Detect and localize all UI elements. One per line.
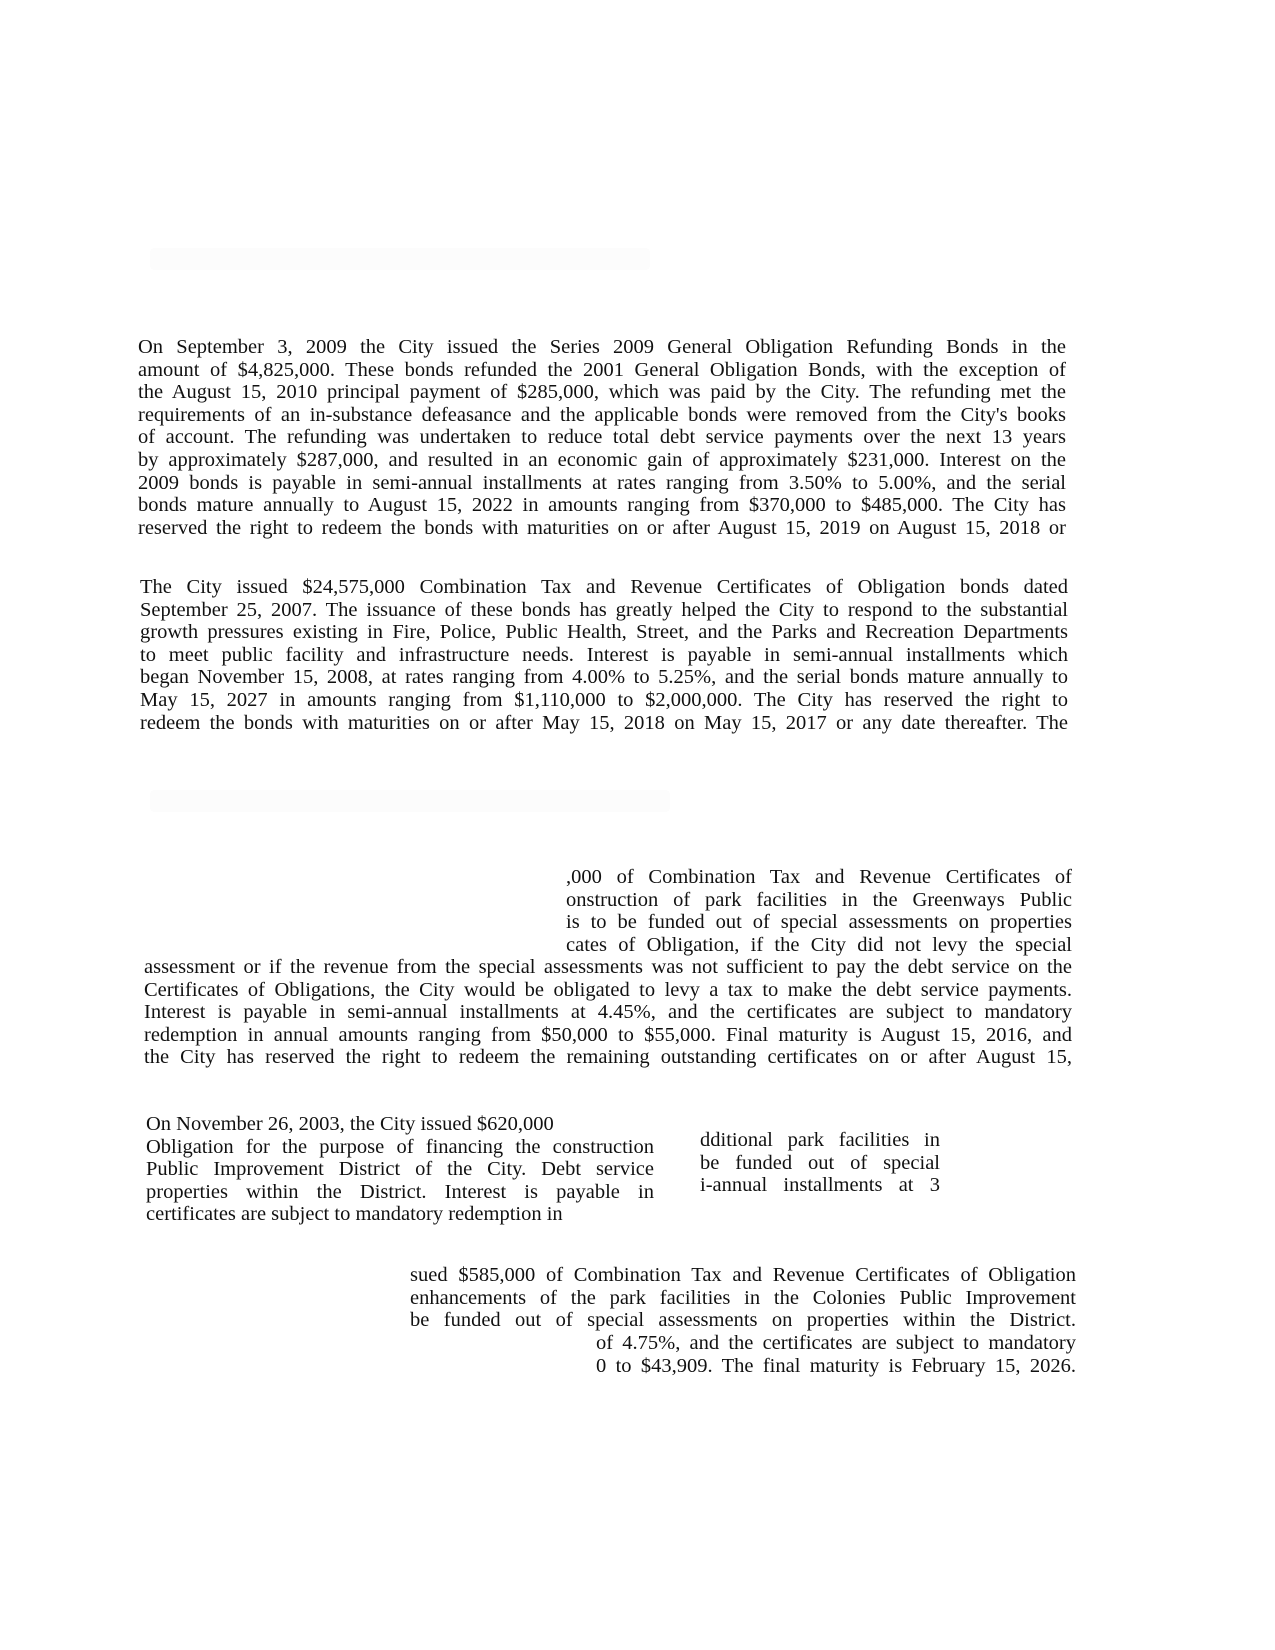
paragraph-colonies-partial bbox=[410, 1264, 1076, 1332]
text-line: reserved the right to redeem the bonds with maturities on or after August 15, 2019 on August 15, 2018 or bbox=[138, 516, 1066, 539]
text-line: by approximately $287,000, and resulted in an economic gain of approximately $231,000. Interest on the bbox=[138, 448, 1066, 471]
text-line: On November 26, 2003, the City issued $620,000 bbox=[146, 1113, 554, 1135]
scan-artifact bbox=[150, 248, 650, 270]
text-line: onstruction of park facilities in the Greenways Public bbox=[566, 888, 1072, 911]
text-line: to meet public facility and infrastructure needs. Interest is payable in semi-annual installments which bbox=[140, 643, 1068, 666]
paragraph-colonies-tail bbox=[596, 1332, 1076, 1377]
text-line: the August 15, 2010 principal payment of $285,000, which was paid by the City. The refunding met the bbox=[138, 381, 1066, 404]
text-line: Interest is payable in semi-annual installments at 4.45%, and the certificates are subject to mandatory bbox=[144, 1001, 1072, 1024]
text-line: redemption in annual amounts ranging from $50,000 to $55,000. Final maturity is August 15, 2016, and bbox=[144, 1023, 1072, 1046]
text-line: sued $585,000 of Combination Tax and Revenue Certificates of Obligation bbox=[410, 1264, 1076, 1286]
text-line: Certificates of Obligations, the City would be obligated to levy a tax to make the debt service payments. bbox=[144, 978, 1072, 1001]
text-line: of account. The refunding was undertaken to reduce total debt service payments over the next 13 years bbox=[138, 426, 1066, 449]
text-line: Public Improvement District of the City. Debt service bbox=[146, 1158, 654, 1181]
text-line: May 15, 2027 in amounts ranging from $1,110,000 to $2,000,000. The City has reserved the right to bbox=[140, 688, 1068, 711]
text-line: of 4.75%, and the certificates are subject to mandatory bbox=[596, 1332, 1076, 1354]
paragraph-greenways-partial bbox=[566, 866, 1072, 956]
text-line: bonds mature annually to August 15, 2022 in amounts ranging from $370,000 to $485,000. The City has bbox=[138, 494, 1066, 517]
text-line: cates of Obligation, if the City did not levy the special bbox=[566, 933, 1072, 956]
text-line: ,000 of Combination Tax and Revenue Certificates of bbox=[566, 866, 1072, 888]
text-line: i-annual installments at 3 bbox=[700, 1174, 940, 1197]
text-line: 0 to $43,909. The final maturity is February 15, 2026. bbox=[596, 1354, 1076, 1377]
text-line: dditional park facilities in bbox=[700, 1129, 940, 1151]
paragraph-2003-certificates-right bbox=[700, 1129, 940, 1197]
paragraph-2007-certificates bbox=[140, 576, 1068, 734]
text-line: Obligation for the purpose of financing the construction bbox=[146, 1135, 654, 1158]
text-line: 2009 bonds is payable in semi-annual installments at rates ranging from 3.50% to 5.00%, and the serial bbox=[138, 471, 1066, 494]
text-line: is to be funded out of special assessments on properties bbox=[566, 911, 1072, 934]
text-line: redeem the bonds with maturities on or after May 15, 2018 on May 15, 2017 or any date thereafter. The bbox=[140, 711, 1068, 734]
text-line: requirements of an in-substance defeasance and the applicable bonds were removed from the City's books bbox=[138, 403, 1066, 426]
paragraph-2009-refunding-bonds bbox=[138, 336, 1066, 539]
text-line: September 25, 2007. The issuance of these bonds has greatly helped the City to respond to the substantial bbox=[140, 598, 1068, 621]
text-line: began November 15, 2008, at rates ranging from 4.00% to 5.25%, and the serial bonds mature annually to bbox=[140, 666, 1068, 689]
text-line: certificates are subject to mandatory redemption in bbox=[146, 1203, 563, 1226]
text-line: properties within the District. Interest is payable in bbox=[146, 1180, 654, 1203]
scan-artifact bbox=[150, 790, 670, 812]
paragraph-2003-certificates-left bbox=[146, 1113, 654, 1226]
paragraph-greenways bbox=[144, 956, 1072, 1069]
text-line: On September 3, 2009 the City issued the Series 2009 General Obligation Refunding Bonds in the bbox=[138, 336, 1066, 358]
text-line: enhancements of the park facilities in the Colonies Public Improvement bbox=[410, 1286, 1076, 1309]
text-line: growth pressures existing in Fire, Police, Public Health, Street, and the Parks and Recreation Departments bbox=[140, 621, 1068, 644]
text-line: assessment or if the revenue from the special assessments was not sufficient to pay the debt service on the bbox=[144, 956, 1072, 978]
text-line: be funded out of special bbox=[700, 1151, 940, 1174]
text-line: amount of $4,825,000. These bonds refunded the 2001 General Obligation Bonds, with the exception of bbox=[138, 358, 1066, 381]
text-line: The City issued $24,575,000 Combination Tax and Revenue Certificates of Obligation bonds dated bbox=[140, 576, 1068, 598]
text-line: the City has reserved the right to redeem the remaining outstanding certificates on or after August 15, bbox=[144, 1046, 1072, 1069]
text-line: be funded out of special assessments on properties within the District. bbox=[410, 1309, 1076, 1332]
